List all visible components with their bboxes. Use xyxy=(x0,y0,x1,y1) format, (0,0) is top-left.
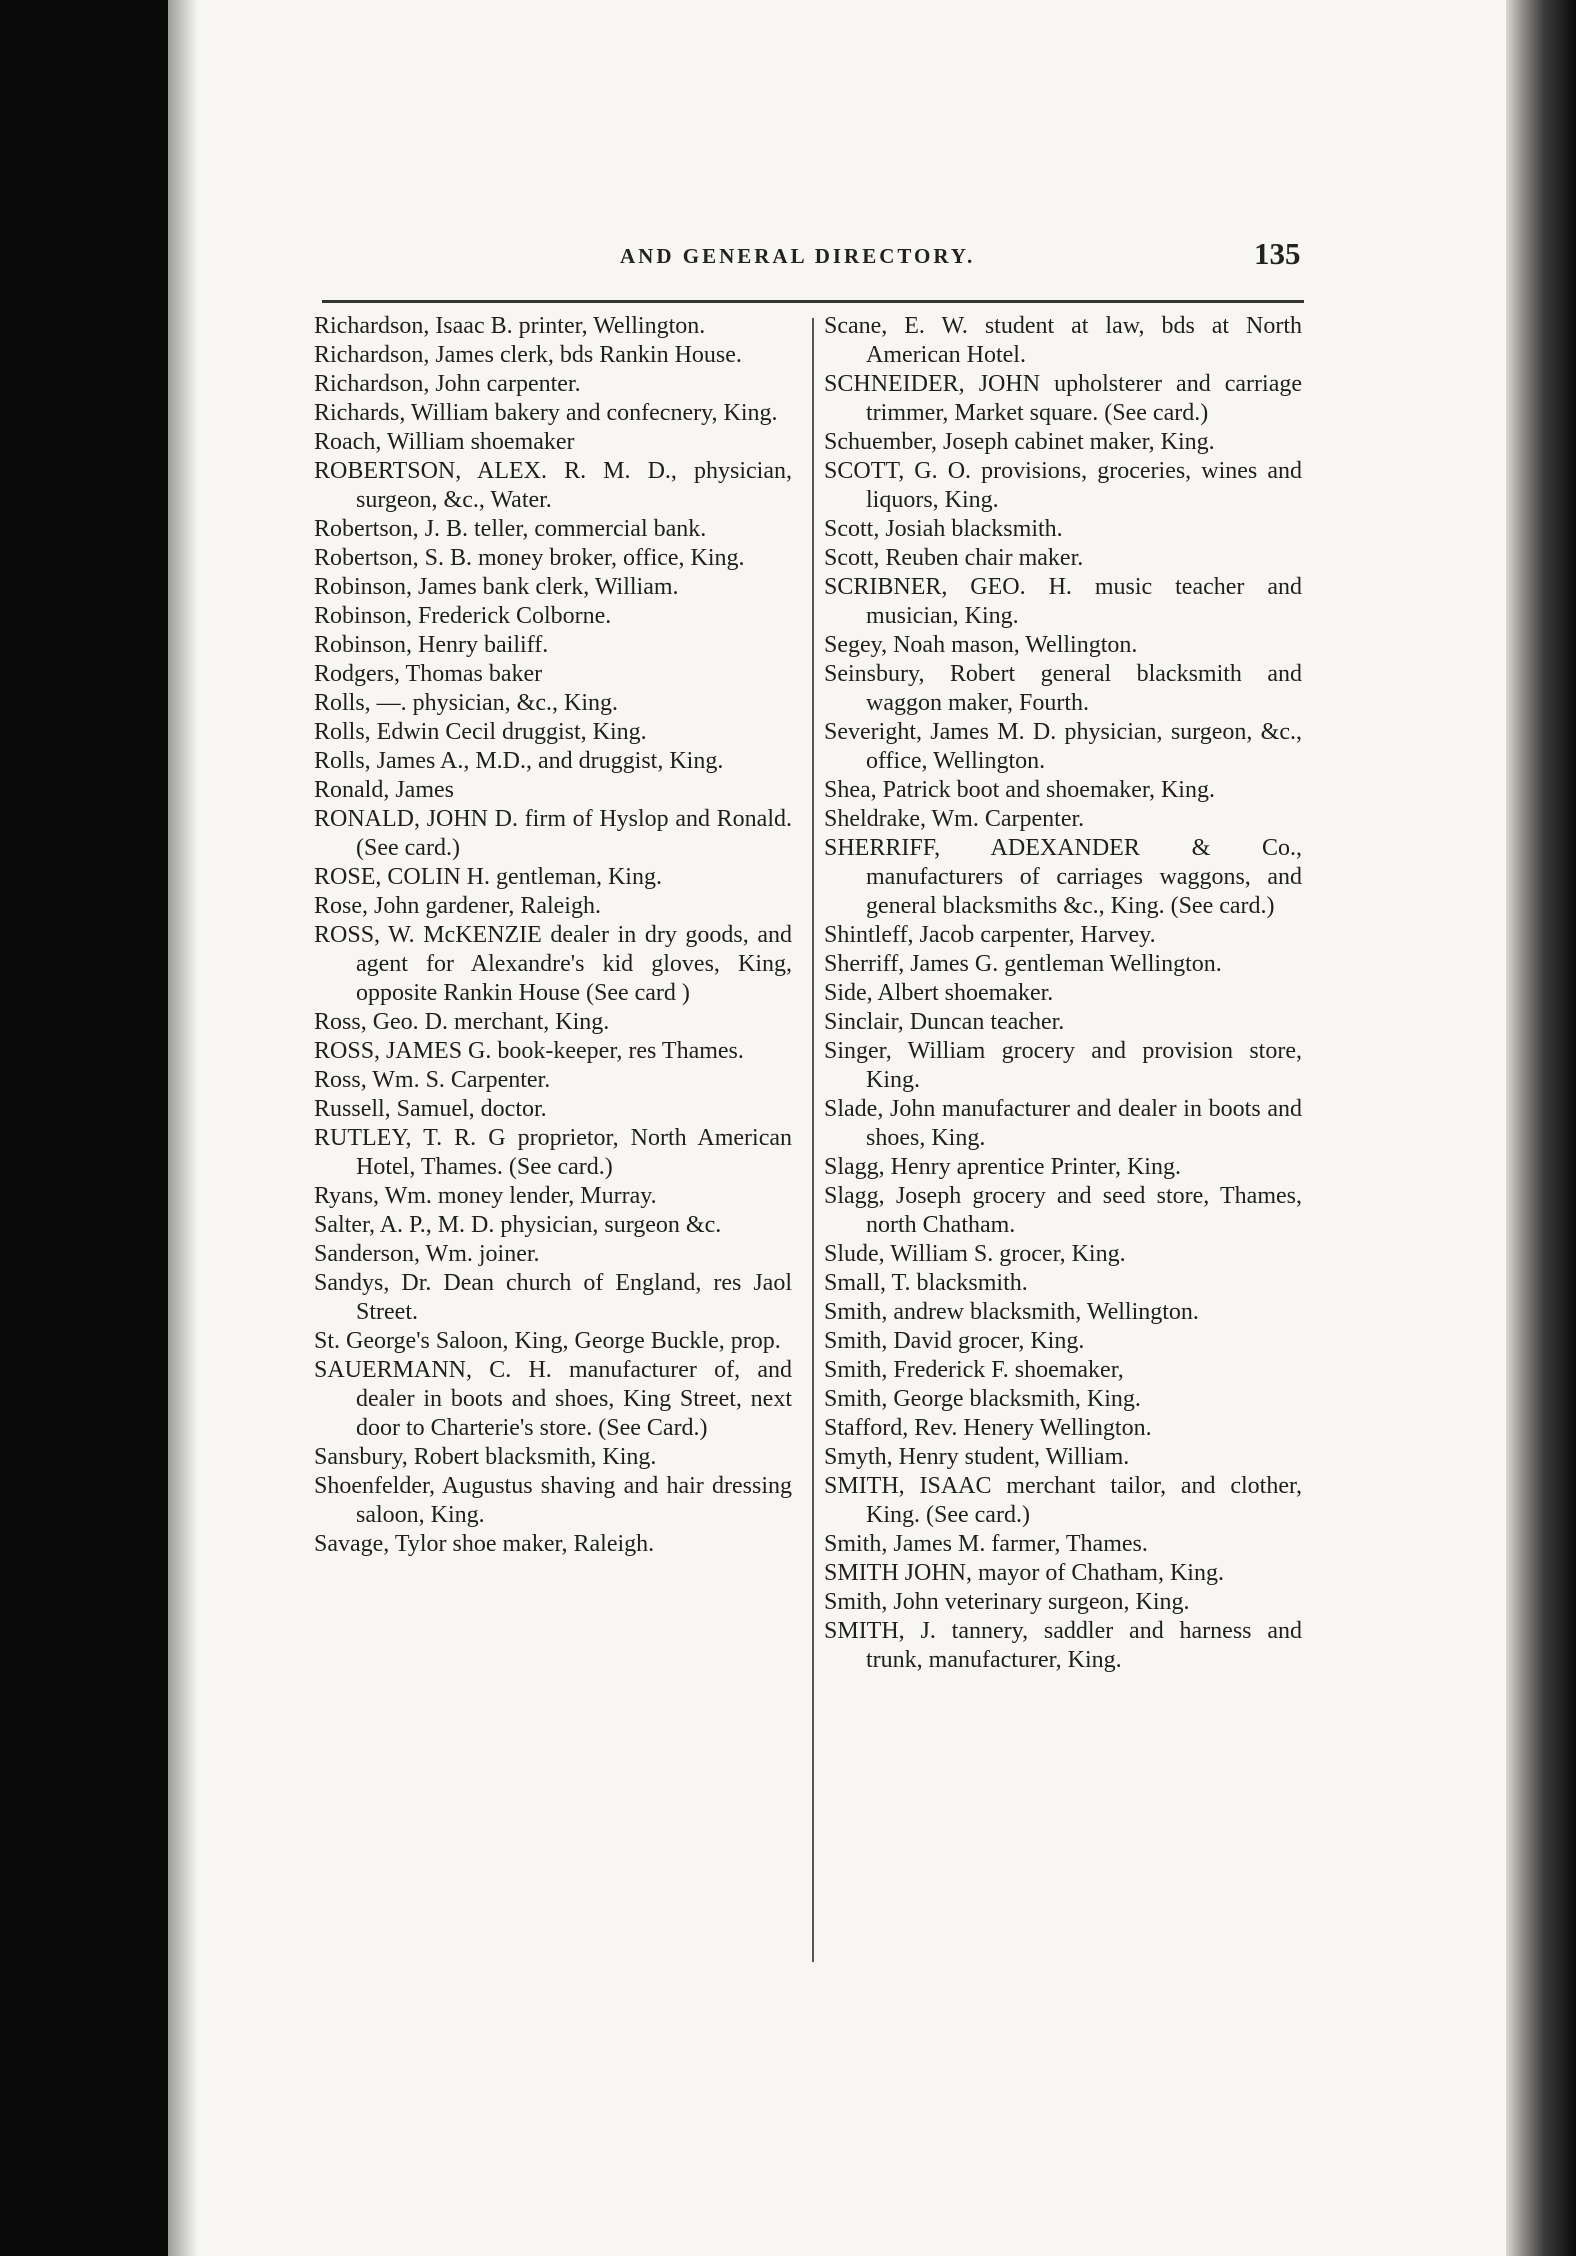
directory-entry: Small, T. blacksmith. xyxy=(824,1270,1028,1296)
directory-entry: Sheldrake, Wm. Carpenter. xyxy=(824,806,1085,832)
directory-entry: Salter, A. P., M. D. physician, surgeon &c. xyxy=(314,1212,722,1238)
directory-entry: Slagg, Joseph grocery and seed store, Thames, north Chatham. xyxy=(824,1183,1302,1238)
book-spine-edge xyxy=(1506,0,1576,2256)
directory-entry: St. George's Saloon, King, George Buckle, prop. xyxy=(314,1328,781,1354)
directory-entry: Smith, andrew blacksmith, Wellington. xyxy=(824,1299,1199,1325)
directory-entry: Side, Albert shoemaker. xyxy=(824,980,1054,1006)
directory-entry: Scott, Reuben chair maker. xyxy=(824,545,1084,571)
directory-entry: Ross, Wm. S. Carpenter. xyxy=(314,1067,551,1093)
directory-entry: Shea, Patrick boot and shoemaker, King. xyxy=(824,777,1215,803)
directory-entry: Roach, William shoemaker xyxy=(314,429,575,455)
directory-entry: Rose, John gardener, Raleigh. xyxy=(314,893,601,919)
page-number: 135 xyxy=(1254,236,1301,271)
directory-entry: Richardson, James clerk, bds Rankin House. xyxy=(314,342,742,368)
right-column xyxy=(824,312,1302,1675)
directory-entry: Smith, George blacksmith, King. xyxy=(824,1386,1141,1412)
directory-entry: ROSS, JAMES G. book-keeper, res Thames. xyxy=(314,1038,744,1064)
directory-entry: RONALD, JOHN D. firm of Hyslop and Ronald. (See card.) xyxy=(314,806,792,861)
directory-entry: ROBERTSON, ALEX. R. M. D., physician, surgeon, &c., Water. xyxy=(314,458,792,513)
directory-entry: Scott, Josiah blacksmith. xyxy=(824,516,1063,542)
directory-entry: SMITH JOHN, mayor of Chatham, King. xyxy=(824,1560,1224,1586)
directory-entry: SAUERMANN, C. H. manufacturer of, and dealer in boots and shoes, King Street, next door to Charterie's store. (See Card.) xyxy=(314,1357,792,1441)
directory-entry: Robinson, Henry bailiff. xyxy=(314,632,549,658)
directory-entry: Sherriff, James G. gentleman Wellington. xyxy=(824,951,1222,977)
directory-entry: SMITH, ISAAC merchant tailor, and clother, King. (See card.) xyxy=(824,1473,1302,1528)
directory-entry: RUTLEY, T. R. G proprietor, North American Hotel, Thames. (See card.) xyxy=(314,1125,792,1180)
directory-entry: Robertson, J. B. teller, commercial bank. xyxy=(314,516,707,542)
directory-entry: Slagg, Henry aprentice Printer, King. xyxy=(824,1154,1181,1180)
directory-entry: ROSE, COLIN H. gentleman, King. xyxy=(314,864,662,890)
directory-entry: SMITH, J. tannery, saddler and harness and trunk, manufacturer, King. xyxy=(824,1618,1302,1673)
directory-entry: Rodgers, Thomas baker xyxy=(314,661,543,687)
directory-entry: SCOTT, G. O. provisions, groceries, wines and liquors, King. xyxy=(824,458,1302,513)
directory-entry: Rolls, Edwin Cecil druggist, King. xyxy=(314,719,647,745)
directory-entry: Slude, William S. grocer, King. xyxy=(824,1241,1126,1267)
directory-entry: Robinson, Frederick Colborne. xyxy=(314,603,612,629)
directory-entry: SHERRIFF, ADEXANDER & Co., manufacturers of carriages waggons, and general blacksmiths &c., King. (See card.) xyxy=(824,835,1302,919)
left-column xyxy=(314,312,792,1559)
gutter-shadow xyxy=(168,0,198,2256)
directory-entry: Ross, Geo. D. merchant, King. xyxy=(314,1009,610,1035)
directory-entry: SCRIBNER, GEO. H. music teacher and musician, King. xyxy=(824,574,1302,629)
header-rule xyxy=(322,300,1304,303)
directory-entry: Sandys, Dr. Dean church of England, res Jaol Street. xyxy=(314,1270,792,1325)
directory-entry: Richardson, John carpenter. xyxy=(314,371,581,397)
directory-entry: Smith, David grocer, King. xyxy=(824,1328,1085,1354)
directory-entry: Sansbury, Robert blacksmith, King. xyxy=(314,1444,657,1470)
directory-entry: Sanderson, Wm. joiner. xyxy=(314,1241,540,1267)
directory-entry: Scane, E. W. student at law, bds at North American Hotel. xyxy=(824,313,1302,368)
directory-entry: ROSS, W. McKENZIE dealer in dry goods, and agent for Alexandre's kid gloves, King, opposite Rankin House (See card ) xyxy=(314,922,792,1006)
directory-entry: Savage, Tylor shoe maker, Raleigh. xyxy=(314,1531,655,1557)
directory-entry: Rolls, —. physician, &c., King. xyxy=(314,690,618,716)
directory-entry: SCHNEIDER, JOHN upholsterer and carriage trimmer, Market square. (See card.) xyxy=(824,371,1302,426)
directory-entry: Singer, William grocery and provision store, King. xyxy=(824,1038,1302,1093)
directory-entry: Schuember, Joseph cabinet maker, King. xyxy=(824,429,1215,455)
directory-entry: Ronald, James xyxy=(314,777,454,803)
directory-entry: Robertson, S. B. money broker, office, King. xyxy=(314,545,745,571)
directory-entry: Segey, Noah mason, Wellington. xyxy=(824,632,1138,658)
directory-entry: Smith, James M. farmer, Thames. xyxy=(824,1531,1148,1557)
directory-entry: Smith, John veterinary surgeon, King. xyxy=(824,1589,1190,1615)
directory-entry: Slade, John manufacturer and dealer in boots and shoes, King. xyxy=(824,1096,1302,1151)
directory-entry: Smith, Frederick F. shoemaker, xyxy=(824,1357,1124,1383)
directory-entry: Severight, James M. D. physician, surgeon, &c., office, Wellington. xyxy=(824,719,1302,774)
directory-entry: Seinsbury, Robert general blacksmith and waggon maker, Fourth. xyxy=(824,661,1302,716)
directory-entry: Richards, William bakery and confecnery, King. xyxy=(314,400,778,426)
directory-entry: Smyth, Henry student, William. xyxy=(824,1444,1130,1470)
directory-entry: Ryans, Wm. money lender, Murray. xyxy=(314,1183,657,1209)
directory-entry: Rolls, James A., M.D., and druggist, King. xyxy=(314,748,724,774)
directory-entry: Richardson, Isaac B. printer, Wellington. xyxy=(314,313,706,339)
running-title: AND GENERAL DIRECTORY. xyxy=(620,244,976,268)
directory-entry: Russell, Samuel, doctor. xyxy=(314,1096,547,1122)
column-divider xyxy=(812,318,814,1962)
directory-entry: Robinson, James bank clerk, William. xyxy=(314,574,679,600)
directory-entry: Stafford, Rev. Henery Wellington. xyxy=(824,1415,1152,1441)
directory-entry: Sinclair, Duncan teacher. xyxy=(824,1009,1065,1035)
directory-entry: Shintleff, Jacob carpenter, Harvey. xyxy=(824,922,1156,948)
directory-entry: Shoenfelder, Augustus shaving and hair dressing saloon, King. xyxy=(314,1473,792,1528)
